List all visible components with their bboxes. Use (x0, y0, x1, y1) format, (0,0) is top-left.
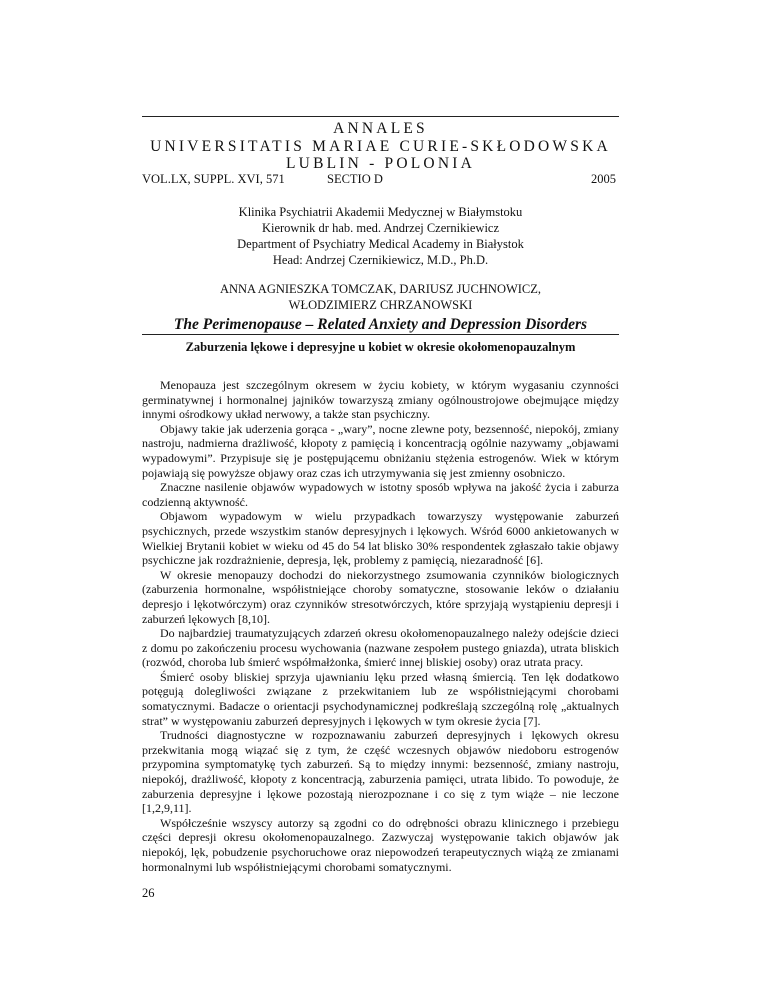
affiliation-line1: Klinika Psychiatrii Akademii Medycznej w Białymstoku (238, 205, 523, 219)
article-title: The Perimenopause – Related Anxiety and Depression Disorders (173, 316, 588, 333)
authors-line2: WŁODZIMIERZ CHRZANOWSKI (288, 298, 473, 312)
publication-year: 2005 (591, 172, 616, 186)
journal-name-line2: UNIVERSITATIS MARIAE CURIE-SKŁODOWSKA (150, 138, 611, 155)
body-paragraph: Objawy takie jak uderzenia gorąca - „wary”, nocne zlewne poty, bezsenność, niepokój, zmiany nastroju, nadmierna drażliwość, kłopoty z pamięcią i koncentracją ogólnie nazywamy „objawami wypadowymi”. Przypisuje się je postępującemu obniżaniu stężenia estrogenów. Wiek w którym pojawiają się powyższe objawy oraz czas ich utrzymywania się jest zmienny osobniczo. (142, 421, 619, 480)
body-paragraph: Znaczne nasilenie objawów wypadowych w istotny sposób wpływa na jakość życia i zaburza codzienną aktywność. (142, 480, 619, 509)
section-info: SECTIO D (327, 172, 383, 186)
top-rule (142, 116, 619, 117)
volume-info: VOL.LX, SUPPL. XVI, 571 (142, 172, 285, 186)
affiliation-line3: Department of Psychiatry Medical Academy in Białystok (237, 237, 524, 251)
body-paragraph: Śmierć osoby bliskiej sprzyja ujawnianiu lęku przed własną śmiercią. Ten lęk dodatkowo potęgują dolegliwości związane z przekwitaniem lub ze współistniejącymi chorobami somatycznymi. Badacze o orientacji psychodynamicznej podkreślają szczególną rolę „aktualnych strat” w występowaniu zaburzeń depresyjnych i lękowych w tym okresie życia [7]. (142, 669, 619, 728)
body-paragraph: Menopauza jest szczególnym okresem w życiu kobiety, w którym wygasaniu czynności germinatywnej i hormonalnej jajników towarzyszą zmiany ogólnoustrojowe obejmujące między innymi ośrodkowy układ nerwowy, a także stan psychiczny. (142, 378, 619, 422)
body-paragraph: Do najbardziej traumatyzujących zdarzeń okresu okołomenopauzalnego należy odejście dzieci z domu po zakończeniu procesu wychowania (nazwane zespołem pustego gniazda), utrata bliskich (rozwód, choroba lub śmierć współmałżonka, śmierć innej bliskiej osoby) oraz utrata pracy. (142, 626, 619, 670)
body-paragraph: Objawom wypadowym w wielu przypadkach towarzyszy występowanie zaburzeń psychicznych, przede wszystkim stanów depresyjnych i lękowych. Wśród 6000 ankietowanych w Wielkiej Brytanii kobiet w wieku od 45 do 54 lat blisko 30% respondentek zgłaszało takie objawy psychiczne jak rozdrażnienie, depresja, lęk, problemy z pamięcią, niezaradność [6]. (142, 509, 619, 568)
journal-name-line3: LUBLIN - POLONIA (286, 155, 475, 172)
body-paragraph: Trudności diagnostyczne w rozpoznawaniu zaburzeń depresyjnych i lękowych okresu przekwitania mogą wiązać się z tym, że część wczesnych objawów niedoboru estrogenów przypomina symptomatykę tych zaburzeń. Są to między innymi: bezsenność, zmiany nastroju, niepokój, drażliwość, kłopoty z koncentracją, zaburzenia pamięci, utrata libido. To powoduje, że zaburzenia depresyjne i lękowe pozostają nierozpoznane i co się z tym wiąże – nie leczone [1,2,9,11]. (142, 728, 619, 816)
article-body (142, 378, 619, 874)
body-paragraph: W okresie menopauzy dochodzi do niekorzystnego zsumowania czynników biologicznych (zaburzenia hormonalne, współistniejące choroby somatyczne, stosowanie leków o działaniu depresjo i lękotwórczym) oraz czynników stresotwórczych, które sprzyjają wystąpieniu depresji i zaburzeń lękowych [8,10]. (142, 567, 619, 626)
page-number: 26 (142, 886, 155, 900)
article-subtitle: Zaburzenia lękowe i depresyjne u kobiet w okresie okołomenopauzalnym (185, 340, 576, 354)
title-rule (142, 334, 619, 335)
journal-name-line1: ANNALES (333, 120, 428, 137)
body-paragraph: Współcześnie wszyscy autorzy są zgodni co do odrębności obrazu klinicznego i przebiegu części depresji okresu okołomenopauzalnego. Zazwyczaj występowanie takich objawów jak niepokój, lęk, pobudzenie psychoruchowe oraz niepowodzeń terapeutycznych wiążą ze zmianami hormonalnymi lub współistniejącymi chorobami somatycznymi. (142, 815, 619, 874)
affiliation-line4: Head: Andrzej Czernikiewicz, M.D., Ph.D. (272, 253, 489, 267)
affiliation-line2: Kierownik dr hab. med. Andrzej Czernikiewicz (261, 221, 500, 235)
authors-line1: ANNA AGNIESZKA TOMCZAK, DARIUSZ JUCHNOWICZ, (219, 282, 542, 296)
